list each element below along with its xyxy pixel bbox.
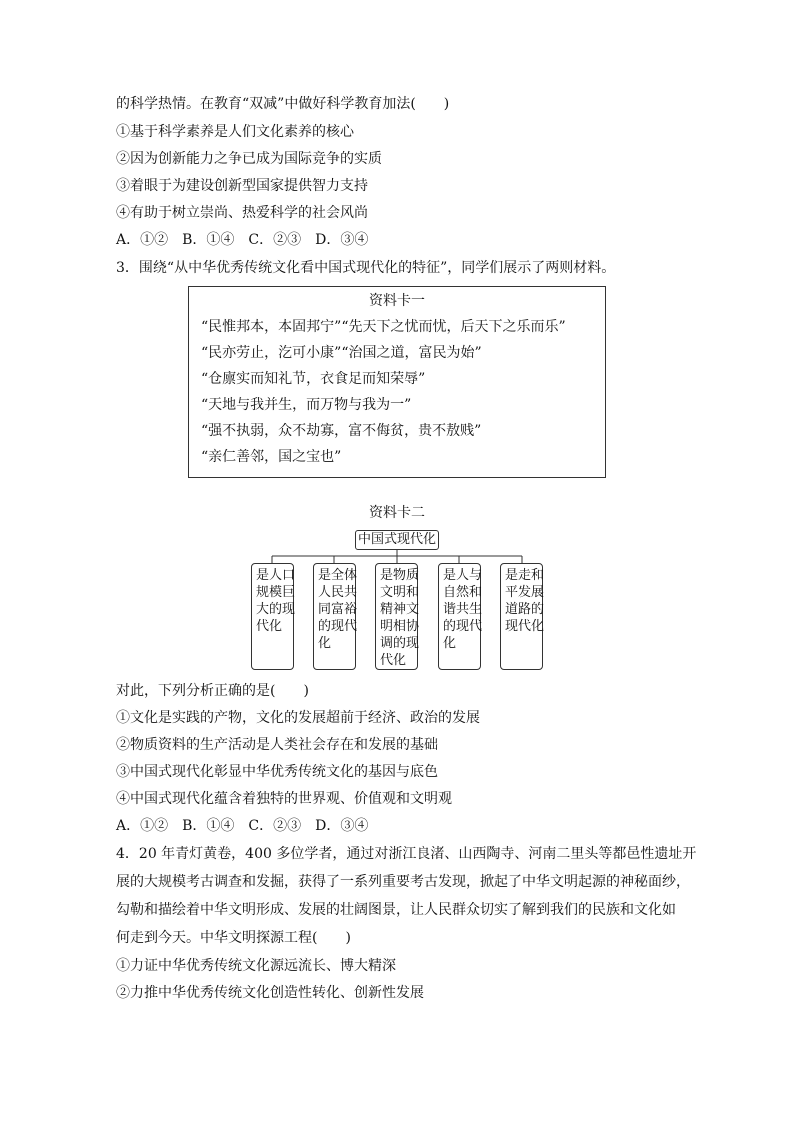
tree-leaf-node	[438, 563, 481, 670]
card-one-quote: “亲仁善邻，国之宝也”	[201, 449, 342, 465]
q2-option-2: ②因为创新能力之争已成为国际竞争的实质	[116, 151, 382, 167]
leaf-text: 是走和平发展道路的现代化	[505, 568, 545, 634]
card-one-quote: “民亦劳止，汔可小康”“治国之道，富民为始”	[201, 345, 482, 361]
card-one-title: 资料卡一	[369, 293, 425, 309]
q4-stem-line: 勾勒和描绘着中华文明形成、发展的壮阔图景，让人民群众切实了解到我们的民族和文化如	[116, 902, 676, 918]
card-one-quote: “民惟邦本，本固邦宁”“先天下之忧而忧，后天下之乐而乐”	[201, 319, 566, 335]
q3-option-3: ③中国式现代化彰显中华优秀传统文化的基因与底色	[116, 764, 438, 780]
leaf-text: 是物质文明和精神文明相协调的现代化	[380, 568, 420, 668]
tree-root-node: 中国式现代化	[355, 530, 439, 550]
q2-option-3: ③着眼于为建设创新型国家提供智力支持	[116, 178, 368, 194]
card-two-title: 资料卡二	[369, 505, 425, 521]
tree-leaf-node	[500, 563, 543, 670]
tree-leaf-node	[313, 563, 356, 670]
card-one-quote: “天地与我并生，而万物与我为一”	[201, 397, 412, 413]
q2-stem-continuation: 的科学热情。在教育“双减”中做好科学教育加法( )	[116, 96, 450, 112]
tree-leaf-node	[251, 563, 294, 670]
q4-stem-line: 何走到今天。中华文明探源工程( )	[116, 930, 351, 946]
leaf-text: 是人与自然和谐共生的现代化	[443, 568, 483, 651]
q4-stem-line: 展的大规模考古调查和发掘，获得了一系列重要考古发现，掀起了中华文明起源的神秘面纱，	[116, 874, 690, 890]
tree-leaf-node	[375, 563, 418, 670]
q3-prompt: 对此，下列分析正确的是( )	[116, 683, 309, 699]
q2-option-1: ①基于科学素养是人们文化素养的核心	[116, 124, 354, 140]
q4-option-1: ①力证中华优秀传统文化源远流长、博大精深	[116, 958, 396, 974]
q4-option-2: ②力推中华优秀传统文化创造性转化、创新性发展	[116, 985, 424, 1001]
q2-option-4: ④有助于树立崇尚、热爱科学的社会风尚	[116, 205, 368, 221]
q2-answer-choices: A．①② B．①④ C．②③ D．③④	[116, 232, 369, 248]
q4-stem-line: 4．20 年青灯黄卷，400 多位学者，通过对浙江良渚、山西陶寺、河南二里头等都邑性遗址开	[116, 846, 697, 862]
q3-option-1: ①文化是实践的产物，文化的发展超前于经济、政治的发展	[116, 710, 480, 726]
q3-stem: 3．围绕“从中华优秀传统文化看中国式现代化的特征”，同学们展示了两则材料。	[116, 260, 616, 276]
leaf-text: 是人口规模巨大的现代化	[256, 568, 296, 634]
q3-option-4: ④中国式现代化蕴含着独特的世界观、价值观和文明观	[116, 791, 452, 807]
q3-option-2: ②物质资料的生产活动是人类社会存在和发展的基础	[116, 737, 438, 753]
card-one-quote: “强不执弱，众不劫寡，富不侮贫，贵不敖贱”	[201, 423, 482, 439]
q3-answer-choices: A．①② B．①④ C．②③ D．③④	[116, 818, 369, 834]
leaf-text: 是全体人民共同富裕的现代化	[318, 568, 358, 651]
card-one-quote: “仓廪实而知礼节，衣食足而知荣辱”	[201, 371, 426, 387]
